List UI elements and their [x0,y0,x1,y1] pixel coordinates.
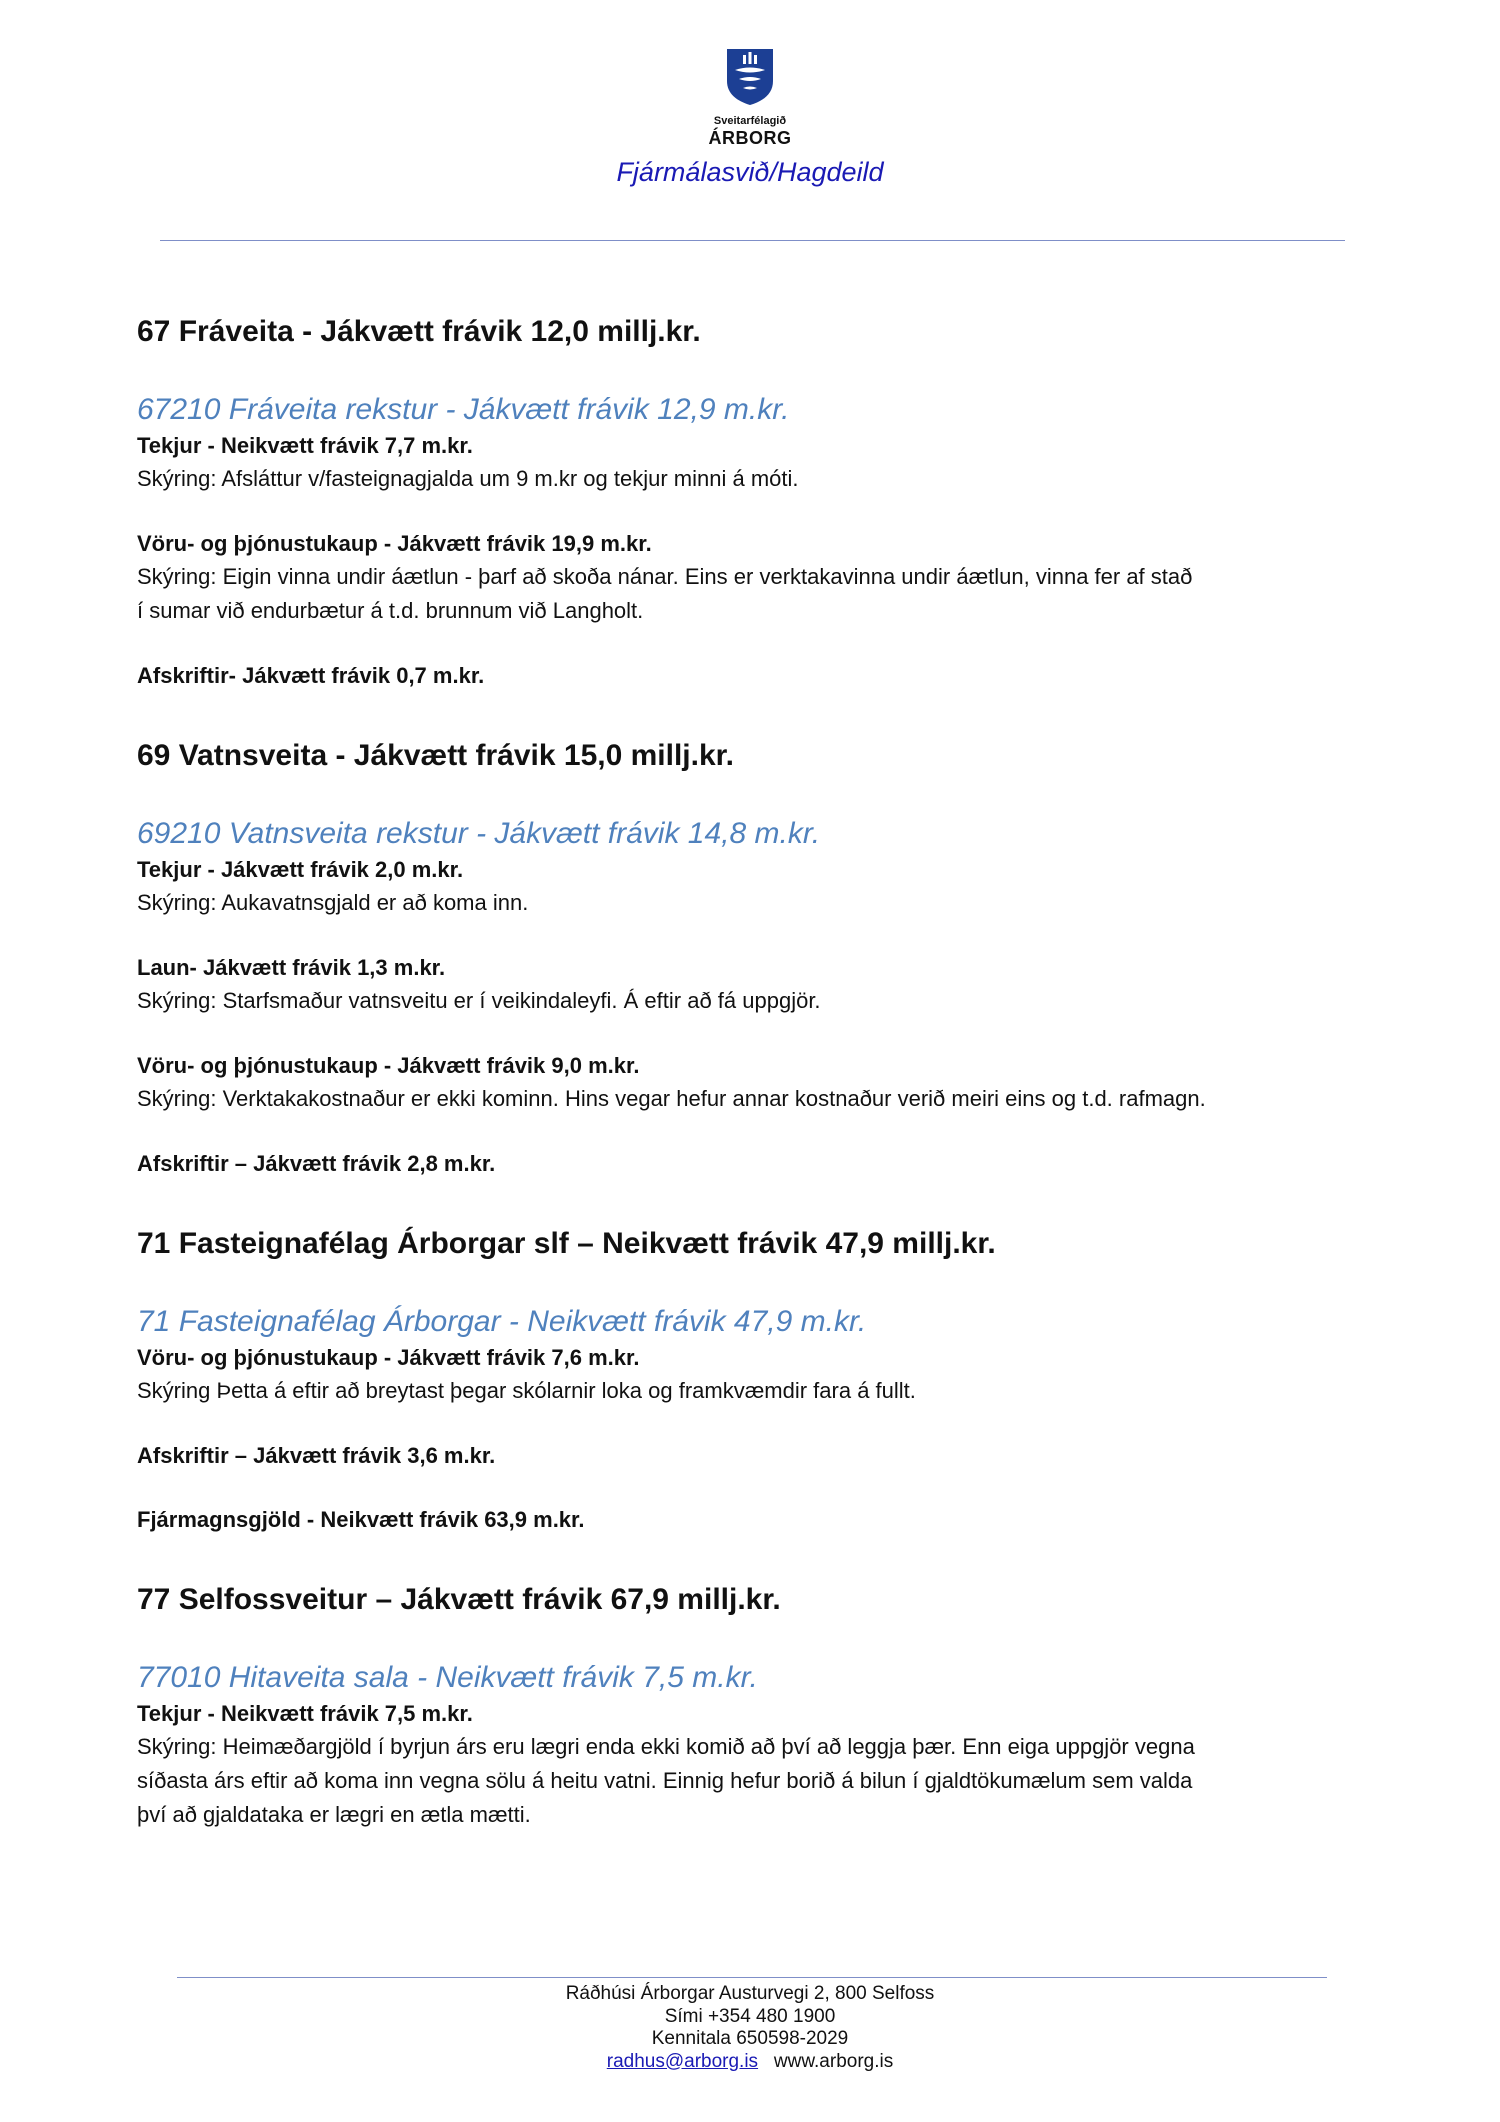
subheading-77010: 77010 Hitaveita sala - Neikvætt frávik 7,5 m.kr. [137,1661,758,1694]
item-label: Afskriftir – Jákvætt frávik 2,8 m.kr. [137,1151,496,1176]
explanation-text: Skýring Þetta á eftir að breytast þegar skólarnir loka og framkvæmdir fara á fullt. [137,1378,916,1403]
subheading-67210: 67210 Fráveita rekstur - Jákvætt frávik 12,9 m.kr. [137,393,790,426]
item-label: Tekjur - Neikvætt frávik 7,5 m.kr. [137,1701,473,1726]
item-label: Tekjur - Neikvætt frávik 7,7 m.kr. [137,433,473,458]
item-label: Vöru- og þjónustukaup - Jákvætt frávik 7,6 m.kr. [137,1345,640,1370]
subheading-69210: 69210 Vatnsveita rekstur - Jákvætt frávik 14,8 m.kr. [137,817,821,850]
item-label: Laun- Jákvætt frávik 1,3 m.kr. [137,955,446,980]
section-heading-67: 67 Fráveita - Jákvætt frávik 12,0 millj.kr. [137,315,701,348]
explanation-text: Skýring: Heimæðargjöld í byrjun árs eru lægri enda ekki komið að því að leggja þær. Enn eiga uppgjör vegna [137,1734,1195,1759]
explanation-text: Skýring: Afsláttur v/fasteignagjalda um 9 m.kr og tekjur minni á móti. [137,466,799,491]
page-header [0,48,1500,188]
section-heading-77: 77 Selfossveitur – Jákvætt frávik 67,9 millj.kr. [137,1583,781,1616]
footer-id-number: Kennitala 650598-2029 [651,2028,849,2049]
footer-email-link[interactable]: radhus@arborg.is [606,2050,759,2072]
item-label: Afskriftir – Jákvætt frávik 3,6 m.kr. [137,1443,496,1468]
item-label: Vöru- og þjónustukaup - Jákvætt frávik 9,0 m.kr. [137,1053,640,1078]
logo-text-municipality: Sveitarfélagið [713,115,787,127]
section-heading-71: 71 Fasteignafélag Árborgar slf – Neikvætt frávik 47,9 millj.kr. [137,1227,996,1260]
footer-divider [177,1977,1327,1978]
explanation-text: Skýring: Eigin vinna undir áætlun - þarf að skoða nánar. Eins er verktakavinna undir áætlun, vinna fer af stað [137,564,1193,589]
section-heading-69: 69 Vatnsveita - Jákvætt frávik 15,0 millj.kr. [137,739,735,772]
arborg-crest-icon [726,48,774,106]
explanation-text: síðasta árs eftir að koma inn vegna sölu á heitu vatni. Einnig hefur borið á bilun í gjaldtökumælum sem valda [137,1768,1193,1793]
logo-text-name: ÁRBORG [708,128,792,148]
document-body [137,310,1377,1832]
department-title: Fjármálasvið/Hagdeild [616,157,884,187]
footer-address: Ráðhúsi Árborgar Austurvegi 2, 800 Selfoss [565,1983,935,2004]
subheading-71: 71 Fasteignafélag Árborgar - Neikvætt frávik 47,9 m.kr. [137,1305,867,1338]
explanation-text: Skýring: Starfsmaður vatnsveitu er í veikindaleyfi. Á eftir að fá uppgjör. [137,988,821,1013]
explanation-text: Skýring: Verktakakostnaður er ekki kominn. Hins vegar hefur annar kostnaður verið meiri eins og t.d. rafmagn. [137,1086,1206,1111]
page-footer [0,1983,1500,2073]
item-label: Fjármagnsgjöld - Neikvætt frávik 63,9 m.kr. [137,1507,585,1532]
explanation-text: í sumar við endurbætur á t.d. brunnum við Langholt. [137,598,644,623]
footer-phone: Sími +354 480 1900 [664,2005,836,2027]
item-label: Afskriftir- Jákvætt frávik 0,7 m.kr. [137,663,485,688]
footer-website[interactable]: www.arborg.is [773,2050,894,2072]
arborg-logo [709,48,792,148]
explanation-text: Skýring: Aukavatnsgjald er að koma inn. [137,890,529,915]
item-label: Vöru- og þjónustukaup - Jákvætt frávik 19,9 m.kr. [137,531,652,556]
header-divider [160,240,1345,241]
explanation-text: því að gjaldataka er lægri en ætla mætti. [137,1802,531,1827]
footer-contact [0,2051,1500,2074]
item-label: Tekjur - Jákvætt frávik 2,0 m.kr. [137,857,464,882]
